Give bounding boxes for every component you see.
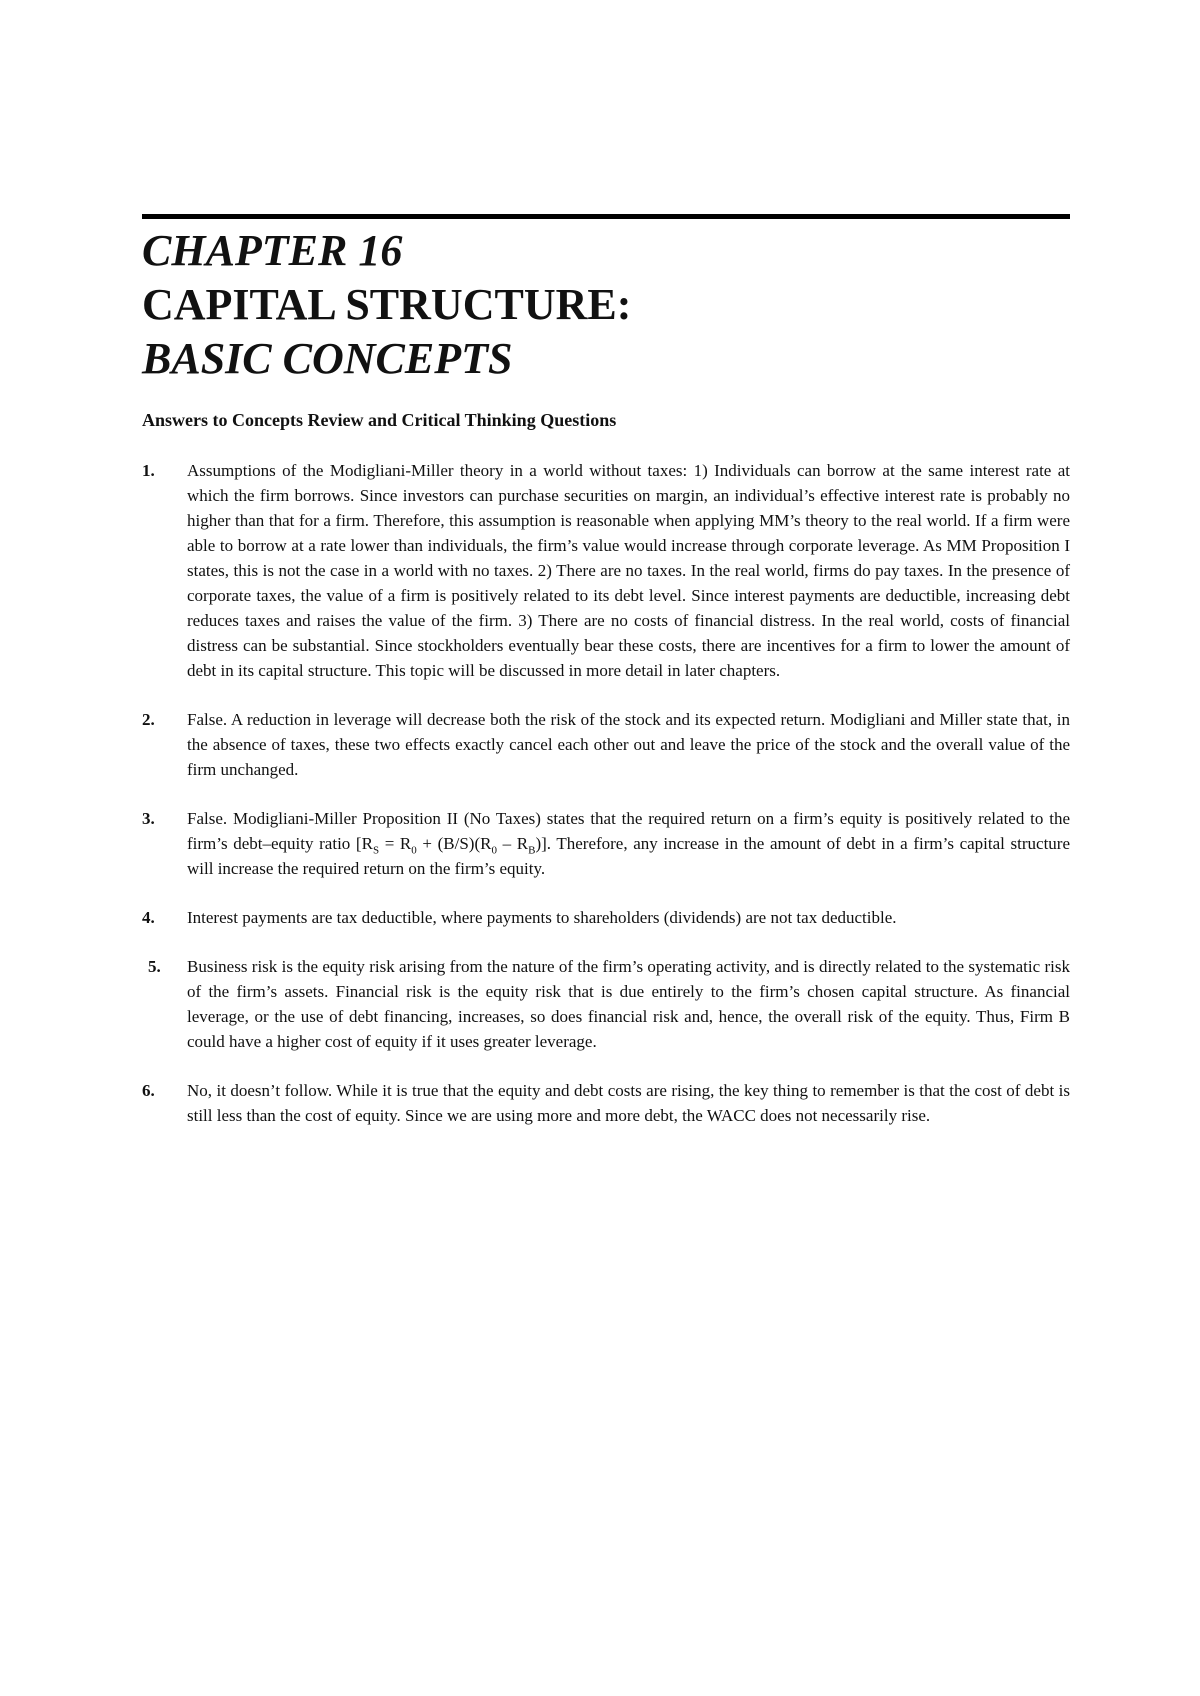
chapter-heading xyxy=(142,224,1070,386)
section-title: Answers to Concepts Review and Critical Thinking Questions xyxy=(142,410,617,430)
answer-number: 5. xyxy=(148,957,161,976)
formula-subscript: 0 xyxy=(491,844,497,857)
chapter-number: CHAPTER 16 xyxy=(142,226,403,275)
formula-symbol: R xyxy=(516,834,529,853)
answer-number: 6. xyxy=(142,1081,155,1100)
answer-text-after: ]. Therefore, any increase in the amount of debt in a firm’s capital structure will increase the required return on the firm’s equity. xyxy=(187,834,1071,878)
chapter-title-line-2: BASIC CONCEPTS xyxy=(142,334,513,383)
answer-item-4 xyxy=(142,905,1070,930)
answer-item-5 xyxy=(142,954,1070,1054)
answer-item-2 xyxy=(142,707,1070,782)
answer-item-3 xyxy=(142,806,1070,881)
formula-operator: + (B/S)( xyxy=(416,834,481,853)
answer-number: 4. xyxy=(142,908,155,927)
answers-list xyxy=(142,458,1070,1152)
formula-symbol: R xyxy=(399,834,412,853)
answer-text-before: False. Modigliani-Miller Proposition II (No Taxes) states that the required return on a firm’s equity is positively related to the firm’s debt–equity ratio [ xyxy=(187,809,1070,853)
formula-subscript: S xyxy=(372,844,380,857)
chapter-title-line-1: CAPITAL STRUCTURE: xyxy=(142,280,632,329)
answer-text: No, it doesn’t follow. While it is true that the equity and debt costs are rising, the key thing to remember is that the cost of debt is still less than the cost of equity. Since we are using more and more debt, the WACC does not necessarily rise. xyxy=(187,1081,1070,1125)
chapter-top-rule xyxy=(142,214,1070,219)
formula-operator: – xyxy=(496,834,517,853)
formula-symbol: R xyxy=(480,834,492,853)
answer-item-6 xyxy=(142,1078,1070,1128)
mm-formula xyxy=(361,834,542,857)
answer-text: Business risk is the equity risk arising from the nature of the firm’s operating activity, and is directly related to the systematic risk of the firm’s assets. Financial risk is the equity risk that is due entirely to the firm’s chosen capital structure. As financial leverage, or the use of debt financing, increases, so does financial risk and, hence, the overall risk of the equity. Thus, Firm B could have a higher cost of equity if it uses greater leverage. xyxy=(187,957,1070,1051)
answer-number: 1. xyxy=(142,461,155,480)
formula-operator: ) xyxy=(535,834,542,853)
answer-number: 2. xyxy=(142,710,155,729)
formula-operator: = xyxy=(379,834,400,853)
answer-text: False. A reduction in leverage will decrease both the risk of the stock and its expected return. Modigliani and Miller state that, in the absence of taxes, these two effects exactly cancel each other out and leave the price of the stock and the overall value of the firm unchanged. xyxy=(187,710,1070,779)
formula-symbol: R xyxy=(361,834,373,853)
answer-number: 3. xyxy=(142,809,155,828)
answer-text: Assumptions of the Modigliani-Miller theory in a world without taxes: 1) Individuals can borrow at the same interest rate at which the firm borrows. Since investors can purchase securities on margin, an individual’s effective interest rate is probably no higher than that for a firm. Therefore, this assumption is reasonable when applying MM’s theory to the real world. If a firm were able to borrow at a rate lower than individuals, the firm’s value would increase through corporate leverage. As MM Proposition I states, this is not the case in a world with no taxes. 2) There are no taxes. In the real world, firms do pay taxes. In the presence of corporate taxes, the value of a firm is positively related to its debt level. Since interest payments are deductible, increasing debt reduces taxes and raises the value of the firm. 3) There are no costs of financial distress. In the real world, costs of financial distress can be substantial. Since stockholders eventually bear these costs, there are incentives for a firm to lower the amount of debt in its capital structure. This topic will be discussed in more detail in later chapters. xyxy=(187,461,1070,680)
formula-subscript: 0 xyxy=(411,844,417,857)
answer-text xyxy=(187,806,1070,881)
formula-subscript: B xyxy=(528,844,536,857)
answer-text: Interest payments are tax deductible, where payments to shareholders (dividends) are not tax deductible. xyxy=(187,908,897,927)
answer-item-1 xyxy=(142,458,1070,683)
